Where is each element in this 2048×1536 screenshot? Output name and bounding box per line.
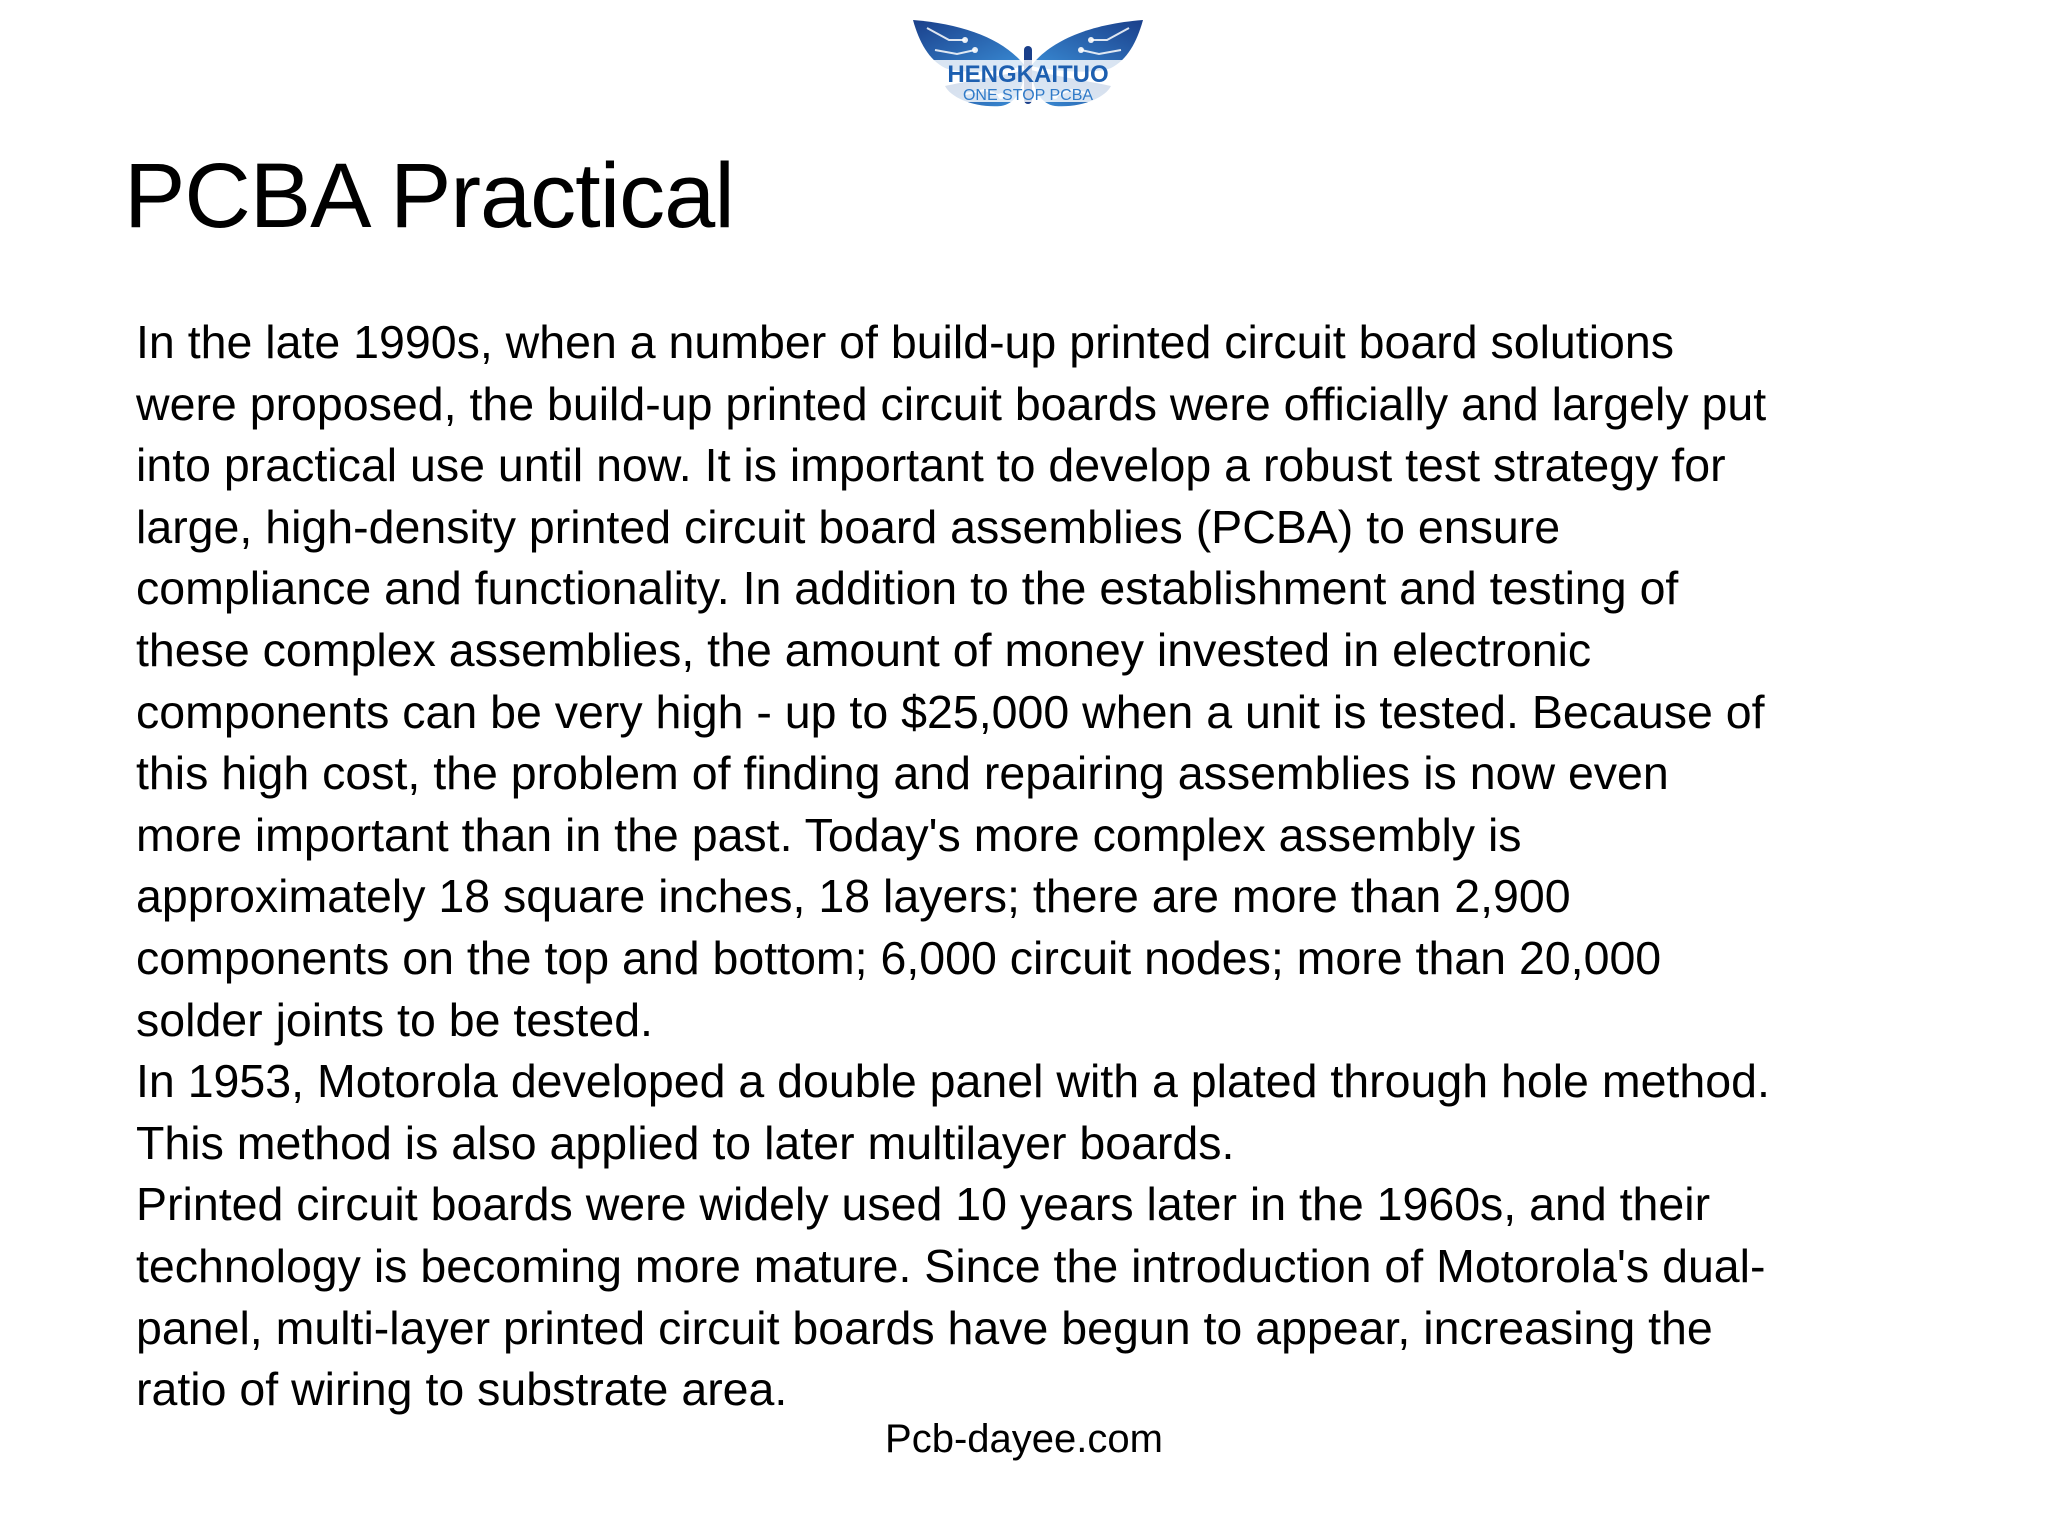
body-line: ratio of wiring to substrate area. [136, 1363, 788, 1416]
body-line: compliance and functionality. In addition to the establishment and testing of [136, 562, 1679, 615]
body-line: these complex assemblies, the amount of money invested in electronic [136, 623, 1592, 676]
body-line: components can be very high - up to $25,000 when a unit is tested. Because of [136, 685, 1765, 738]
body-line: panel, multi-layer printed circuit boards have begun to appear, increasing the [136, 1301, 1713, 1354]
company-logo [905, 20, 1151, 108]
body-line: into practical use until now. It is important to develop a robust test strategy for [136, 439, 1726, 492]
body-line: were proposed, the build-up printed circuit boards were officially and largely put [136, 377, 1767, 430]
body-line: Printed circuit boards were widely used 10 years later in the 1960s, and their [136, 1178, 1711, 1231]
body-line: In the late 1990s, when a number of build-up printed circuit board solutions [136, 316, 1675, 368]
body-line: technology is becoming more mature. Since the introduction of Motorola's dual- [136, 1239, 1766, 1292]
page-title: PCBA Practical [124, 145, 734, 247]
footer-website: Pcb-dayee.com [885, 1417, 1163, 1461]
body-paragraphs [136, 312, 2016, 1421]
body-line: approximately 18 square inches, 18 layers; there are more than 2,900 [136, 870, 1571, 923]
body-line: large, high-density printed circuit board assemblies (PCBA) to ensure [136, 500, 1561, 553]
body-line: solder joints to be tested. [136, 993, 653, 1046]
body-line: this high cost, the problem of finding and repairing assemblies is now even [136, 747, 1669, 800]
body-line: This method is also applied to later multilayer boards. [136, 1116, 1235, 1169]
body-line: In 1953, Motorola developed a double panel with a plated through hole method. [136, 1055, 1770, 1108]
logo-tagline-text: ONE STOP PCBA [962, 87, 1094, 104]
logo-brand-text: HENGKAITUO [947, 61, 1109, 88]
butterfly-logo-icon [905, 20, 1151, 108]
body-line: components on the top and bottom; 6,000 circuit nodes; more than 20,000 [136, 931, 1662, 984]
body-line: more important than in the past. Today's more complex assembly is [136, 808, 1522, 861]
